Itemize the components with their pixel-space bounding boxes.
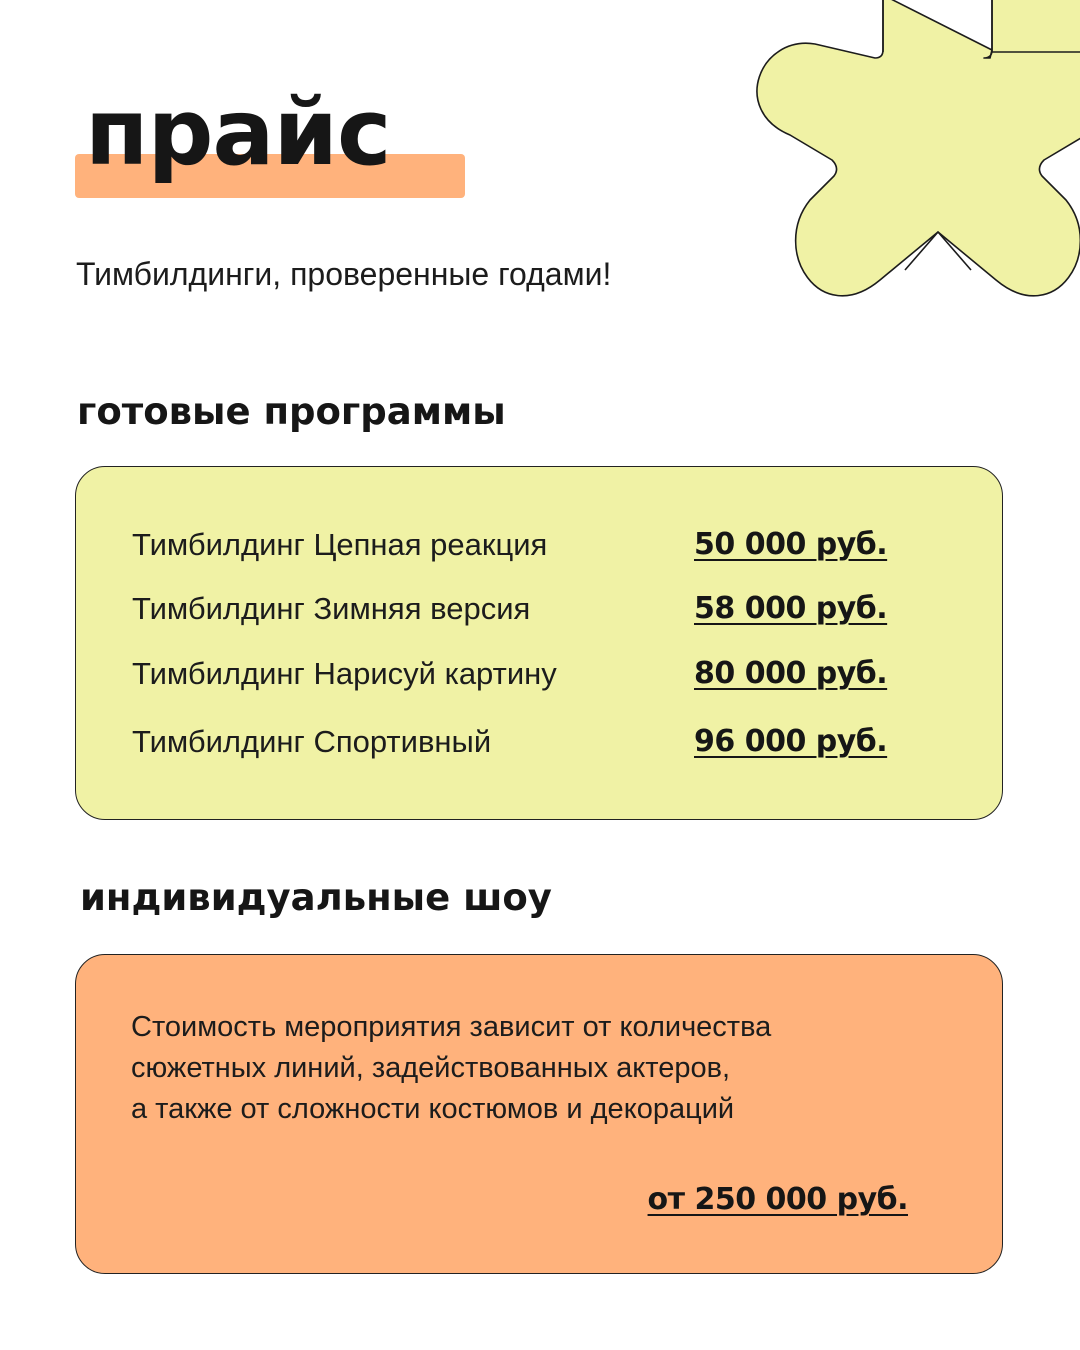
shows-description	[131, 1007, 931, 1130]
shows-price: от 250 000 руб.	[647, 1182, 908, 1217]
ready-programs-heading: готовые программы	[77, 390, 506, 433]
asterisk-flower-icon	[740, 0, 1080, 320]
program-price: 96 000 руб.	[694, 724, 888, 759]
program-row	[132, 522, 952, 568]
program-row	[132, 719, 952, 765]
program-price: 50 000 руб.	[694, 527, 888, 562]
program-row	[132, 586, 952, 632]
title-block	[75, 78, 475, 203]
page-subtitle: Тимбилдинги, проверенные годами!	[76, 256, 612, 292]
individual-shows-heading: индивидуальные шоу	[80, 876, 552, 919]
program-price: 58 000 руб.	[694, 591, 888, 626]
shows-description-line: Стоимость мероприятия зависит от количества	[131, 1011, 772, 1043]
program-name: Тимбилдинг Спортивный	[132, 724, 492, 759]
shows-description-line: а также от сложности костюмов и декораций	[131, 1093, 735, 1125]
program-name: Тимбилдинг Нарисуй картину	[132, 656, 557, 691]
program-price: 80 000 руб.	[694, 656, 888, 691]
page-title: прайс	[85, 79, 391, 186]
shows-description-line: сюжетных линий, задействованных актеров,	[131, 1052, 731, 1084]
individual-shows-card	[75, 954, 1003, 1274]
ready-programs-card	[75, 466, 1003, 820]
program-name: Тимбилдинг Зимняя версия	[132, 591, 531, 626]
program-name: Тимбилдинг Цепная реакция	[132, 527, 548, 562]
program-row	[132, 651, 952, 697]
